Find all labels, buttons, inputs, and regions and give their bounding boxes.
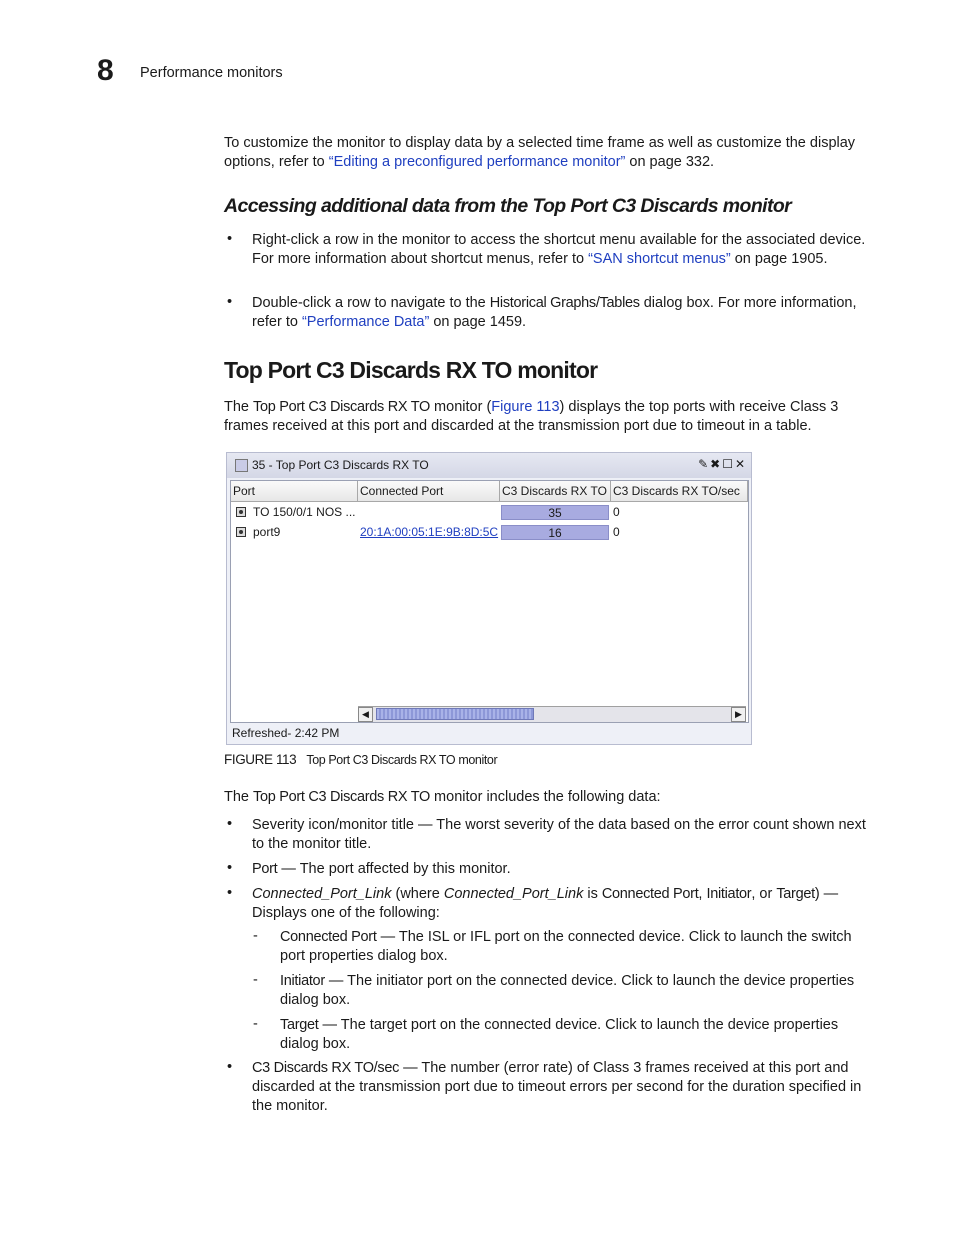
bullet-marker: • — [227, 816, 233, 832]
window-title: 35 - Top Port C3 Discards RX TO — [252, 458, 429, 472]
window-titlebar[interactable] — [227, 453, 751, 478]
column-header-connected-port[interactable]: Connected Port — [358, 481, 500, 502]
chapter-number: 8 — [97, 54, 114, 87]
chapter-title: Performance monitors — [140, 65, 283, 81]
monitor-description — [224, 398, 874, 436]
port-icon — [236, 527, 246, 537]
intro-text: To customize the monitor to display data by a selected time frame as well as customize the display options, refer to — [224, 135, 856, 170]
severity-icon — [235, 459, 248, 472]
bullet-marker: • — [227, 885, 233, 901]
bullet-text: Double-click a row to navigate to the — [252, 295, 490, 311]
monitor-window — [226, 452, 752, 745]
italic-term: Connected_Port_Link — [252, 886, 392, 902]
bullet-marker: • — [227, 294, 233, 310]
scroll-left-icon[interactable]: ◀ — [358, 707, 373, 722]
bullet-severity: Severity icon/monitor title — The worst severity of the data based on the error count shown next to the monitor title. — [252, 817, 866, 852]
port-cell: port9 — [253, 525, 281, 539]
scroll-thumb[interactable] — [376, 708, 534, 720]
column-header-port[interactable]: Port — [231, 481, 358, 502]
target-term: Target — [280, 1017, 319, 1033]
performance-data-link[interactable]: “Performance Data” — [301, 314, 430, 330]
figure-caption — [224, 752, 497, 767]
column-header-c3-discards[interactable]: C3 Discards RX TO — [500, 481, 611, 502]
column-header-c3-discards-rate[interactable]: C3 Discards RX TO/sec — [611, 481, 748, 502]
initiator-desc: — The initiator port on the connected device. Click to launch the device properties dialog box. — [280, 973, 855, 1008]
figure-label: FIGURE 113 — [224, 752, 297, 767]
dash-marker: - — [253, 1016, 258, 1032]
discards-cell: 35 — [501, 505, 609, 520]
connected-port-term: Connected Port — [280, 929, 377, 945]
port-term: Port — [252, 861, 278, 877]
bullet-marker: • — [227, 231, 233, 247]
bullet-connected-port-link — [252, 885, 874, 923]
desc-the: The — [224, 399, 254, 415]
bullet-right-click — [252, 231, 874, 269]
desc-mid: monitor ( — [430, 399, 492, 415]
desc-after: ) displays the top ports with receive Class 3 frames received at this port and discarded at the transmission port due to timeout in a table. — [224, 399, 839, 434]
monitor-term: Top Port C3 Discards RX TO — [253, 399, 431, 415]
san-shortcut-link[interactable]: “SAN shortcut menus” — [588, 251, 731, 267]
bullet-double-click — [252, 294, 874, 332]
bullet-marker: • — [227, 860, 233, 876]
connected-port-desc: — The ISL or IFL port on the connected device. Click to launch the switch port properties dialog box. — [280, 929, 852, 964]
bullet-text: Right-click a row in the monitor to access the shortcut menu available for the associated device. For more information about shortcut menus, refer to — [252, 232, 866, 267]
horizontal-scrollbar[interactable] — [358, 706, 746, 722]
text-fragment: , or — [751, 886, 777, 902]
port-desc: — The port affected by this monitor. — [277, 861, 511, 877]
bullet-c3-discards-rate — [252, 1059, 874, 1116]
initiator-term: Initiator — [706, 886, 752, 902]
rate-cell: 0 — [613, 525, 620, 539]
dash-marker: - — [253, 972, 258, 988]
section-heading-access: Accessing additional data from the Top Port C3 Discards monitor — [224, 195, 792, 217]
port-icon — [236, 507, 246, 517]
intro-text-after: on page 332. — [625, 154, 715, 170]
includes-paragraph — [224, 788, 874, 807]
sub-item-initiator — [280, 972, 874, 1010]
includes-term: Top Port C3 Discards RX TO — [253, 789, 431, 805]
text-fragment: ) — Displays one of the following: — [252, 886, 839, 921]
c3-rate-term: C3 Discards RX TO/sec — [252, 1060, 400, 1076]
scroll-right-icon[interactable]: ▶ — [731, 707, 746, 722]
intro-paragraph — [224, 134, 874, 172]
includes-the: The — [224, 789, 254, 805]
bullet-text-mid: dialog box. For more information, refer to — [252, 295, 857, 330]
bullet-port — [252, 860, 874, 879]
discards-cell: 16 — [501, 525, 609, 540]
rate-cell: 0 — [613, 505, 620, 519]
bullet-text-after: on page 1459. — [429, 314, 527, 330]
connected-port-link[interactable]: 20:1A:00:05:1E:9B:8D:5C — [360, 525, 499, 539]
port-cell: TO 150/0/1 NOS ... — [253, 505, 356, 519]
text-fragment: is — [583, 886, 602, 902]
figure-link[interactable]: Figure 113 — [491, 399, 560, 415]
bullet-marker: • — [227, 1059, 233, 1075]
text-fragment: (where — [391, 886, 444, 902]
monitor-table — [230, 480, 749, 723]
connected-port-term: Connected Port — [601, 886, 699, 902]
intro-link[interactable]: “Editing a preconfigured performance monitor” — [328, 154, 626, 170]
dash-marker: - — [253, 928, 258, 944]
window-controls-icon[interactable]: ✎✖☐✕ — [698, 457, 747, 471]
target-term: Target — [776, 886, 815, 902]
sub-item-connected-port — [280, 928, 874, 966]
refresh-status: Refreshed- 2:42 PM — [232, 726, 340, 740]
figure-title: Top Port C3 Discards RX TO monitor — [306, 753, 498, 767]
historical-graphs-term: Historical Graphs/Tables — [489, 295, 640, 311]
target-desc: — The target port on the connected device. Click to launch the device properties dialog box. — [280, 1017, 839, 1052]
includes-text: monitor includes the following data: — [430, 789, 661, 805]
text-fragment: , — [698, 886, 707, 902]
initiator-term: Initiator — [280, 973, 325, 989]
bullet-text-after: on page 1905. — [730, 251, 828, 267]
section-heading-monitor: Top Port C3 Discards RX TO monitor — [224, 357, 598, 383]
sub-item-target — [280, 1016, 874, 1054]
c3-rate-desc: — The number (error rate) of Class 3 frames received at this port and discarded at the transmission port due to timeout errors per second for the duration specified in the monitor. — [252, 1060, 862, 1114]
italic-term: Connected_Port_Link — [443, 886, 584, 902]
